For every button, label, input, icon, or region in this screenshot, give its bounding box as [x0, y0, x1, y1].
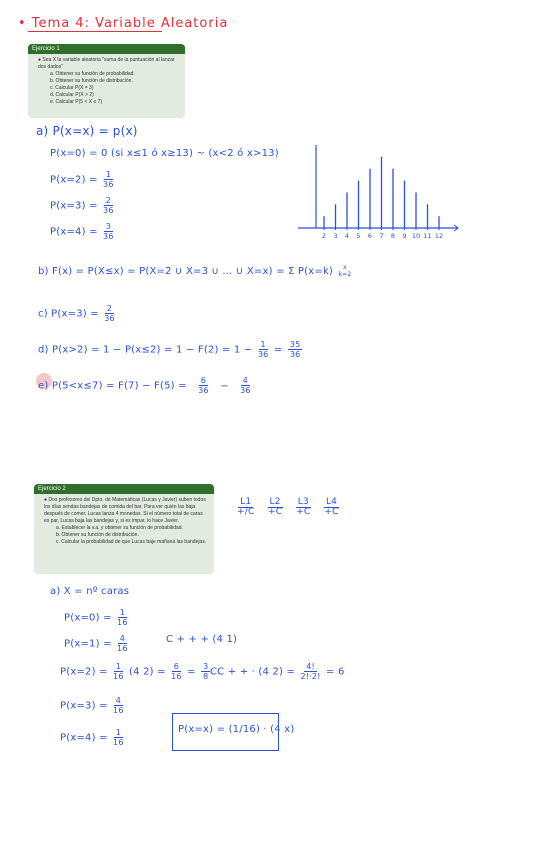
exercise-item: d. Calcular P(X > 2) [50, 92, 94, 98]
x-tick-label: 2 [321, 232, 327, 240]
p-x2: P(x=2) = $\frac{1}{36}$ [50, 170, 114, 189]
part-a-definition: a) P(x=x) = p(x) [36, 124, 138, 138]
exercise-1-box [28, 44, 185, 118]
exercise-item: e. Calcular P(5 < X ≤ 7) [50, 99, 103, 105]
x-tick-label: 5 [356, 232, 361, 240]
x-tick-label: 8 [390, 232, 396, 240]
exercise-1-items [36, 71, 179, 106]
part-e: e) P(5<x≤7) = F(7) − F(5) = $\frac{6}{36}$ − $\frac{4}{36}$ [38, 376, 251, 395]
p-x3: P(x=3) = $\frac{2}{36}$ [50, 196, 114, 215]
part-d: d) P(x>2) = 1 − P(x≤2) = 1 − F(2) = 1 − $\frac{1}{36}$ = $\frac{35}{36}$ [38, 340, 301, 359]
exercise-item: a. Obtener su función de probabilidad. [50, 71, 135, 77]
ex2-p-x0: P(x=0) = $\frac{1}{16}$ [64, 608, 128, 627]
x-tick-label: 12 [434, 232, 444, 240]
exercise-2-heading: Ejercicio 2 [34, 484, 214, 494]
ex2-p-x1-combination: C + + + (4 1) [166, 634, 238, 645]
ex2-p-x3: P(x=3) = $\frac{4}{16}$ [60, 696, 124, 715]
p-x4: P(x=4) = $\frac{3}{36}$ [50, 222, 114, 241]
page-title: • Tema 4: Variable Aleatoria [18, 16, 229, 31]
exercise-item: c. Calcular P(X = 3) [50, 85, 94, 91]
exercise-item: a. Establecer la v.a. y obtener su función de probabilidad. [56, 525, 183, 531]
part-c: c) P(x=3) = $\frac{2}{36}$ [38, 304, 115, 323]
exercise-1-heading: Ejercicio 1 [28, 44, 185, 54]
x-tick-label: 7 [379, 232, 384, 240]
p-x0: P(x=0) = 0 (si x≤1 ó x≥13) ~ (x<2 ó x>13) [50, 148, 279, 159]
exercise-item: c. Calcular la probabilidad de que Lucas baje mañana las bandejas. [56, 539, 207, 545]
x-tick-label: 6 [367, 232, 373, 240]
x-tick-label: 9 [402, 232, 407, 240]
ex2-p-x2: P(x=2) = $\frac{1}{16}$ (4 2) = $\frac{6}{16}$ = $\frac{3}{8}$ [60, 662, 209, 681]
title-underline [28, 31, 162, 32]
x-tick-label: 10 [411, 232, 421, 240]
exercise-item: b. Obtener su función de distribución. [56, 532, 139, 538]
x-tick-label: 4 [344, 232, 350, 240]
exercise-2-box [34, 484, 214, 574]
part-b-cdf: b) F(x) = P(X≤x) = P(X=2 ∪ X=3 ∪ ... ∪ X=x) = Σ P(x=k) x k=2 [38, 264, 352, 278]
exercise-2-items [42, 525, 208, 546]
exercise-item: b. Obtener su función de distribución. [50, 78, 133, 84]
ex2-p-x2-combination: CC + + · (4 2) = $\frac{4!}{2!\cdot 2!}$ = 6 [210, 662, 345, 681]
ex2-p-x1: P(x=1) = $\frac{4}{16}$ [64, 634, 128, 653]
exercise-2-statement: ● Dos profesores del Dpto. de Matemáticas (Lucas y Javier) suben todos los días sendas bandejas de comida del bar. Para ver quién las baja después de comer, Lucas lanza 4 monedas. Si el número total de caras es par, Lucas baja las bandejas y, si es impar, lo hace Javier. [44, 497, 206, 524]
x-tick-label: 3 [333, 232, 338, 240]
exercise-1-statement: ● Sea X la variable aleatoria "suma de la puntuación al lanzar dos dados" [38, 57, 175, 70]
general-formula: P(x=x) = (1/16) · (4 x) [178, 724, 295, 735]
ex2-p-x4: P(x=4) = $\frac{1}{16}$ [60, 728, 124, 747]
ex2-part-a: a) X = nº caras [50, 586, 130, 597]
probability-bar-chart [290, 140, 465, 245]
tray-labels: $\frac{L1}{+/C}$ $\frac{L2}{+C}$ $\frac{L3}{+C}$ $\frac{L4}{+C}$ [237, 497, 339, 517]
x-tick-label: 11 [423, 232, 432, 240]
